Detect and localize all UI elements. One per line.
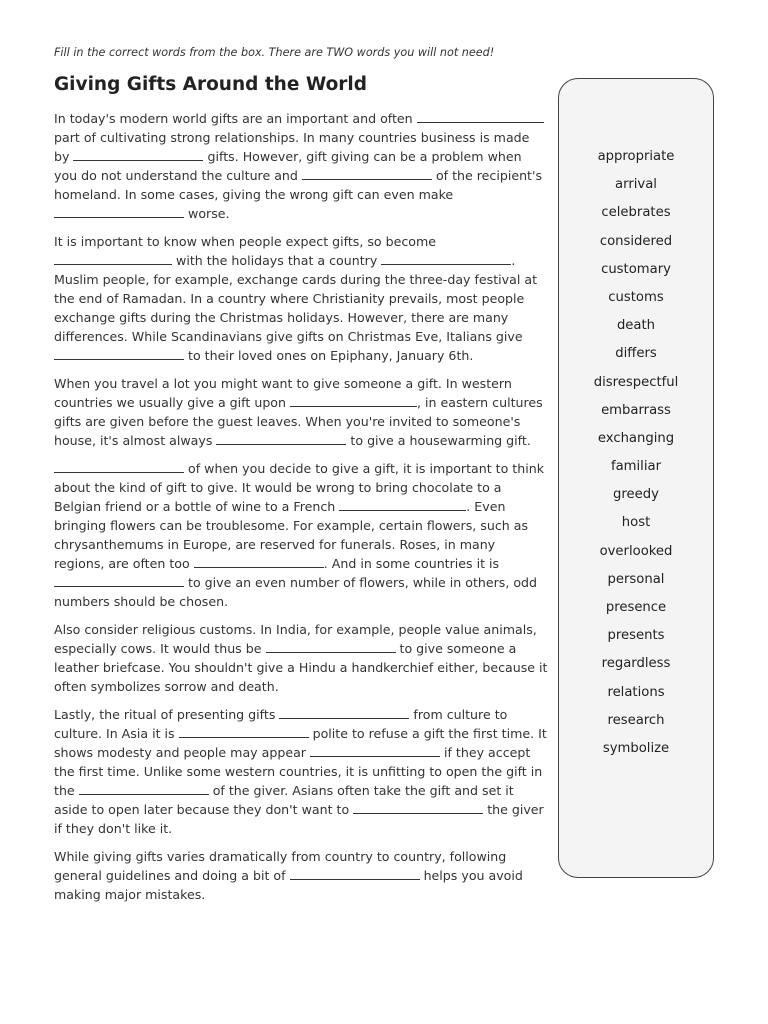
answer-blank-6[interactable]: [381, 253, 511, 265]
answer-blank-3[interactable]: [302, 168, 432, 180]
text-segment: to give someone a leather briefcase. You shouldn't give a Hindu a handkerchief either, because it often symbolizes sorrow and death.: [54, 641, 548, 694]
word-bank-item: personal: [607, 571, 665, 587]
text-segment: worse.: [188, 206, 230, 221]
text-segment: Also consider religious customs. In India, for example, people value animals, especially cows. It would thus be: [54, 622, 537, 656]
text-segment: of the giver. Asians often take the gift and set it aside to open later because they don't want to: [54, 783, 514, 817]
word-bank-item: customary: [601, 261, 671, 277]
text-segment: . Muslim people, for example, exchange cards during the three-day festival at the end of Ramadan. In a country where Christianity prevails, most people exchange gifts during the Christmas holidays. However, there are many differences. While Scandinavians give gifts on Christmas Eve, Italians give: [54, 253, 538, 344]
text-segment: Lastly, the ritual of presenting gifts: [54, 707, 276, 722]
word-bank-item: relations: [607, 684, 665, 700]
text-segment: with the holidays that a country: [176, 253, 378, 268]
paragraph-2: [54, 232, 548, 365]
worksheet-text: [54, 109, 548, 913]
word-bank-item: host: [621, 515, 651, 531]
word-bank: [558, 78, 714, 878]
word-bank-item: symbolize: [602, 740, 670, 756]
paragraph-6: [54, 705, 548, 838]
answer-blank-5[interactable]: [54, 253, 172, 265]
word-bank-item: customs: [608, 289, 664, 305]
text-segment: , in eastern cultures gifts are given before the guest leaves. When you're invited to someone's house, it's almost always: [54, 395, 543, 448]
worksheet-title: Giving Gifts Around the World: [54, 74, 367, 95]
text-segment: . Even bringing flowers can be troublesome. For example, certain flowers, such as chrysanthemums in Europe, are reserved for funerals. Roses, in many regions, are often too: [54, 499, 529, 571]
text-segment: polite to refuse a gift the first time. It shows modesty and people may appear: [54, 726, 547, 760]
answer-blank-20[interactable]: [290, 868, 420, 880]
paragraph-7: [54, 847, 548, 904]
answer-blank-4[interactable]: [54, 206, 184, 218]
answer-blank-12[interactable]: [194, 556, 324, 568]
text-segment: to give a housewarming gift.: [350, 433, 531, 448]
text-segment: helps you avoid making major mistakes.: [54, 868, 523, 902]
word-bank-item: embarrass: [601, 402, 671, 418]
word-bank-item: overlooked: [599, 543, 673, 559]
word-bank-item: presents: [607, 628, 665, 644]
text-segment: gifts. However, gift giving can be a problem when you do not understand the culture and: [54, 149, 522, 183]
word-bank-item: disrespectful: [593, 374, 679, 390]
word-bank-list: [559, 146, 713, 766]
text-segment: It is important to know when people expect gifts, so become: [54, 234, 437, 249]
word-bank-item: considered: [599, 233, 673, 249]
word-bank-item: arrival: [615, 177, 657, 193]
word-bank-item: greedy: [613, 487, 659, 503]
text-segment: of the recipient's homeland. In some cases, giving the wrong gift can even make: [54, 168, 543, 202]
answer-blank-2[interactable]: [73, 149, 203, 161]
word-bank-item: presence: [605, 600, 667, 615]
instructions: Fill in the correct words from the box. There are TWO words you will not need!: [54, 46, 495, 59]
paragraph-4: [54, 459, 548, 611]
answer-blank-13[interactable]: [54, 575, 184, 587]
text-segment: the giver if they don't like it.: [54, 802, 544, 836]
word-bank-item: exchanging: [597, 430, 675, 446]
text-segment: When you travel a lot you might want to give someone a gift. In western countries we usually give a gift upon: [54, 376, 512, 410]
answer-blank-18[interactable]: [79, 783, 209, 795]
paragraph-5: [54, 620, 548, 696]
answer-blank-16[interactable]: [179, 726, 309, 738]
text-segment: . And in some countries it is: [323, 556, 500, 571]
answer-blank-17[interactable]: [310, 745, 440, 757]
answer-blank-11[interactable]: [339, 499, 466, 511]
answer-blank-1[interactable]: [417, 111, 544, 123]
text-segment: While giving gifts varies dramatically from country to country, following general guidelines and doing a bit of: [54, 849, 507, 883]
answer-blank-10[interactable]: [54, 461, 184, 473]
answer-blank-9[interactable]: [216, 433, 346, 445]
text-segment: part of cultivating strong relationships. In many countries business is made by: [54, 130, 530, 164]
word-bank-item: death: [616, 318, 656, 334]
word-bank-item: celebrates: [601, 205, 671, 221]
word-bank-item: regardless: [601, 656, 671, 672]
text-segment: In today's modern world gifts are an important and often: [54, 111, 413, 126]
answer-blank-7[interactable]: [54, 348, 184, 360]
word-bank-item: differs: [615, 346, 657, 362]
answer-blank-15[interactable]: [279, 707, 409, 719]
text-segment: to their loved ones on Epiphany, January 6th.: [188, 348, 474, 363]
answer-blank-19[interactable]: [353, 802, 483, 814]
paragraph-3: [54, 374, 548, 450]
text-segment: if they accept the first time. Unlike some western countries, it is unfitting to open the gift in the: [54, 745, 543, 798]
word-bank-item: research: [607, 712, 665, 728]
answer-blank-14[interactable]: [266, 641, 396, 653]
text-segment: from culture to culture. In Asia it is: [54, 707, 508, 741]
text-segment: to give an even number of flowers, while in others, odd numbers should be chosen.: [54, 575, 538, 609]
answer-blank-8[interactable]: [290, 395, 417, 407]
text-segment: of when you decide to give a gift, it is important to think about the kind of gift to give. It would be wrong to bring chocolate to a Belgian friend or a bottle of wine to a French: [54, 461, 545, 514]
word-bank-item: familiar: [610, 459, 662, 475]
paragraph-1: [54, 109, 548, 223]
word-bank-item: appropriate: [597, 149, 675, 164]
